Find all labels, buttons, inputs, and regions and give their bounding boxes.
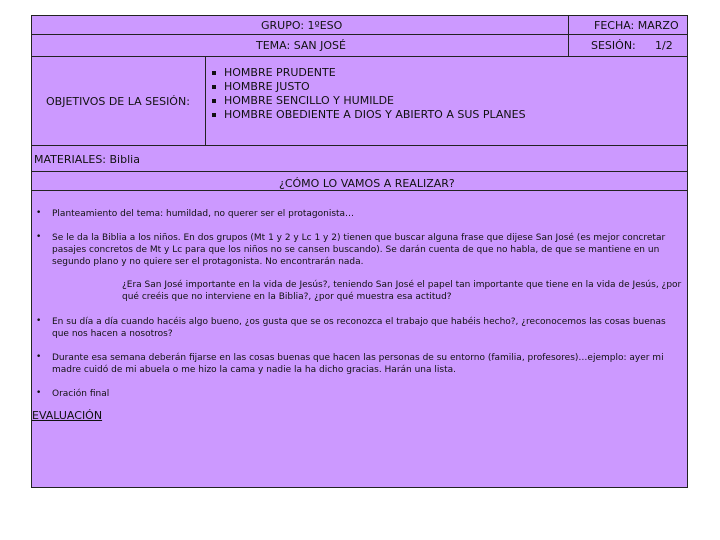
objetivo-item: HOMBRE PRUDENTE	[212, 66, 526, 80]
bullet-2: •	[36, 232, 42, 242]
objetivo-item: HOMBRE SENCILLO Y HUMILDE	[212, 94, 526, 108]
grupo-cell	[31, 15, 569, 35]
objetivo-item: HOMBRE JUSTO	[212, 80, 526, 94]
como-label: ¿CÓMO LO VAMOS A REALIZAR?	[279, 177, 455, 190]
como-cell	[31, 171, 688, 191]
materiales-cell	[31, 145, 688, 172]
bullet-6: •	[36, 388, 42, 398]
bullet-1: •	[36, 208, 42, 218]
fecha-label: FECHA: MARZO	[594, 19, 679, 32]
fecha-cell	[568, 15, 688, 35]
step-5: Durante esa semana deberán fijarse en las cosas buenas que hacen las personas de su entorno (familia, profesores)…ejemplo: ayer mi madre cuidó de mi abuela o me hizo la cama y nadie la ha dicho gracias. Harán una lista.	[52, 353, 664, 375]
objetivos-list-cell	[205, 56, 688, 146]
objetivo-item: HOMBRE OBEDIENTE A DIOS Y ABIERTO A SUS PLANES	[212, 108, 526, 122]
step-6: Oración final	[52, 389, 110, 399]
sesion-cell	[568, 34, 688, 57]
step-4: En su día a día cuando hacéis algo bueno, ¿os gusta que se os reconozca el trabajo que habéis hecho?, ¿reconocemos las cosas buenas que nos hacen a nosotros?	[52, 317, 666, 339]
bullet-4: •	[36, 316, 42, 326]
materiales-label: MATERIALES: Biblia	[34, 153, 140, 166]
objetivos-label: OBJETIVOS DE LA SESIÓN:	[46, 95, 190, 108]
content-cell	[31, 190, 688, 488]
objetivos-label-cell	[31, 56, 206, 146]
grupo-label: GRUPO: 1ºESO	[261, 19, 343, 32]
tema-cell	[31, 34, 569, 57]
objetivos-list	[212, 66, 526, 122]
step-1: Planteamiento del tema: humildad, no querer ser el protagonista…	[52, 209, 355, 219]
step-2: Se le da la Biblia a los niños. En dos grupos (Mt 1 y 2 y Lc 1 y 2) tienen que buscar alguna frase que dijese San José (es mejor concretar pasajes concretos de Mt y Lc para que los niños no se cansen buscando). Se darán cuenta de que no habla, de que se mantiene en un segundo plano y no quiere ser el protagonista. No encontrarán nada.	[52, 233, 666, 267]
sesion-label: SESIÓN:	[591, 39, 636, 52]
evaluacion-label: EVALUACIÓN	[32, 409, 103, 422]
bullet-5: •	[36, 352, 42, 362]
tema-label: TEMA: SAN JOSÉ	[256, 39, 346, 52]
sesion-value: 1/2	[655, 39, 673, 52]
step-3: ¿Era San José importante en la vida de Jesús?, teniendo San José el papel tan importante que tiene en la vida de Jesús, ¿por qué creéis que no interviene en la Biblia?, ¿por qué muestra esa actitud?	[122, 280, 682, 302]
